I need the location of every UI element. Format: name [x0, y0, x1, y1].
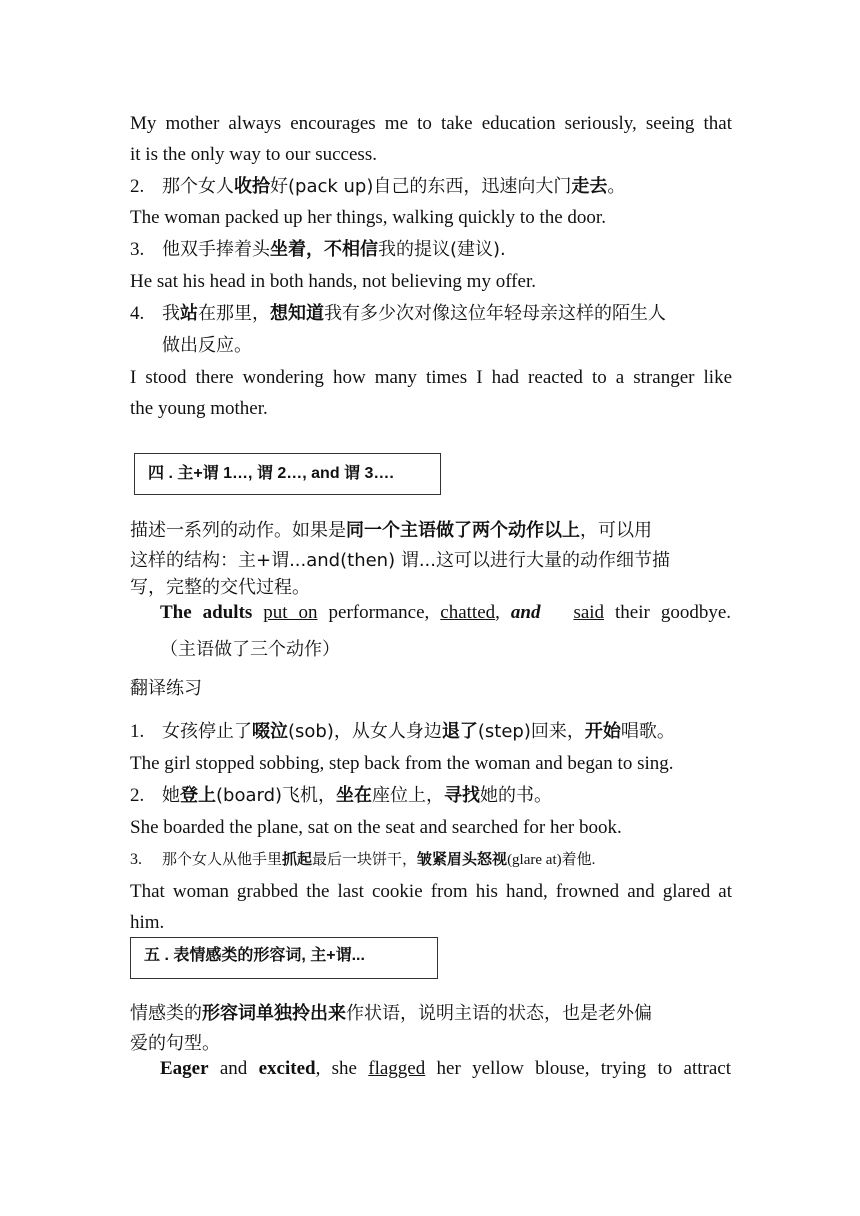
section-description [130, 516, 730, 601]
translation-line: I stood there wondering how many times I had reacted to a stranger like [130, 367, 732, 388]
item-text: 那个女人收拾好(pack up)自己的东西，迅速向大门走去。 [162, 176, 626, 197]
translation-line: it is the only way to our success. [130, 144, 377, 165]
item-number: 1. [130, 721, 145, 742]
exercise-item-3 [130, 234, 732, 265]
practice-item-2 [130, 780, 732, 811]
section-heading-box [130, 937, 438, 979]
translation-line: My mother always encourages me to take education seriously, seeing that [130, 113, 732, 134]
item-number: 3. [130, 239, 145, 260]
practice-title: 翻译练习 [130, 678, 202, 699]
item-text: 她登上(board)飞机，坐在座位上，寻找她的书。 [162, 785, 553, 806]
practice-item-1 [130, 716, 732, 747]
example-sentence: Eager and excited, she flagged her yellow blouse, trying to attract [160, 1058, 732, 1079]
translation-line: the young mother. [130, 398, 268, 419]
description-line: 爱的句型。 [130, 1033, 220, 1054]
item-number: 4. [130, 303, 145, 324]
exercise-item-2 [130, 171, 732, 202]
description-line: 这样的结构：主+谓...and(then) 谓...这可以进行大量的动作细节描 [130, 550, 670, 571]
item-text: 我站在那里，想知道我有多少次对像这位年轻母亲这样的陌生人 [162, 303, 666, 324]
translation-line: She boarded the plane, sat on the seat and searched for her book. [130, 817, 622, 838]
description-line: 写，完整的交代过程。 [130, 577, 310, 598]
translation-line: He sat his head in both hands, not believing my offer. [130, 271, 536, 292]
practice-item-3: 3. 那个女人从他手里抓起最后一块饼干，皱紧眉头怒视(glare at)着他. [130, 844, 732, 876]
example-sentence: The adults put on performance, chatted, and said their goodbye. [160, 602, 732, 623]
item-text: 他双手捧着头坐着，不相信我的提议(建议). [162, 239, 506, 260]
description-line: 情感类的形容词单独拎出来作状语，说明主语的状态，也是老外偏 [130, 1003, 652, 1024]
description-line: 描述一系列的动作。如果是同一个主语做了两个动作以上，可以用 [130, 520, 652, 541]
item-text-continued: 做出反应。 [162, 335, 252, 356]
section-heading: 四 . 主+谓 1…, 谓 2…, and 谓 3…. [148, 465, 394, 482]
exercise-item-4 [130, 298, 732, 329]
translation-line: That woman grabbed the last cookie from his hand, frowned and glared at [130, 881, 732, 902]
section-heading: 五 . 表情感类的形容词, 主+谓... [144, 947, 365, 964]
item-text: 女孩停止了啜泣(sob)，从女人身边退了(step)回来，开始唱歌。 [162, 721, 675, 742]
section-heading-box [134, 453, 441, 495]
section-description [130, 999, 730, 1058]
translation-line: The girl stopped sobbing, step back from the woman and began to sing. [130, 753, 674, 774]
item-number: 3. [130, 851, 142, 868]
item-number: 2. [130, 785, 145, 806]
translation-line: him. [130, 912, 165, 933]
translation-line: The woman packed up her things, walking quickly to the door. [130, 207, 606, 228]
item-number: 2. [130, 176, 145, 197]
example-note: （主语做了三个动作） [160, 639, 340, 660]
item-text: 那个女人从他手里抓起最后一块饼干，皱紧眉头怒视 [162, 850, 508, 868]
